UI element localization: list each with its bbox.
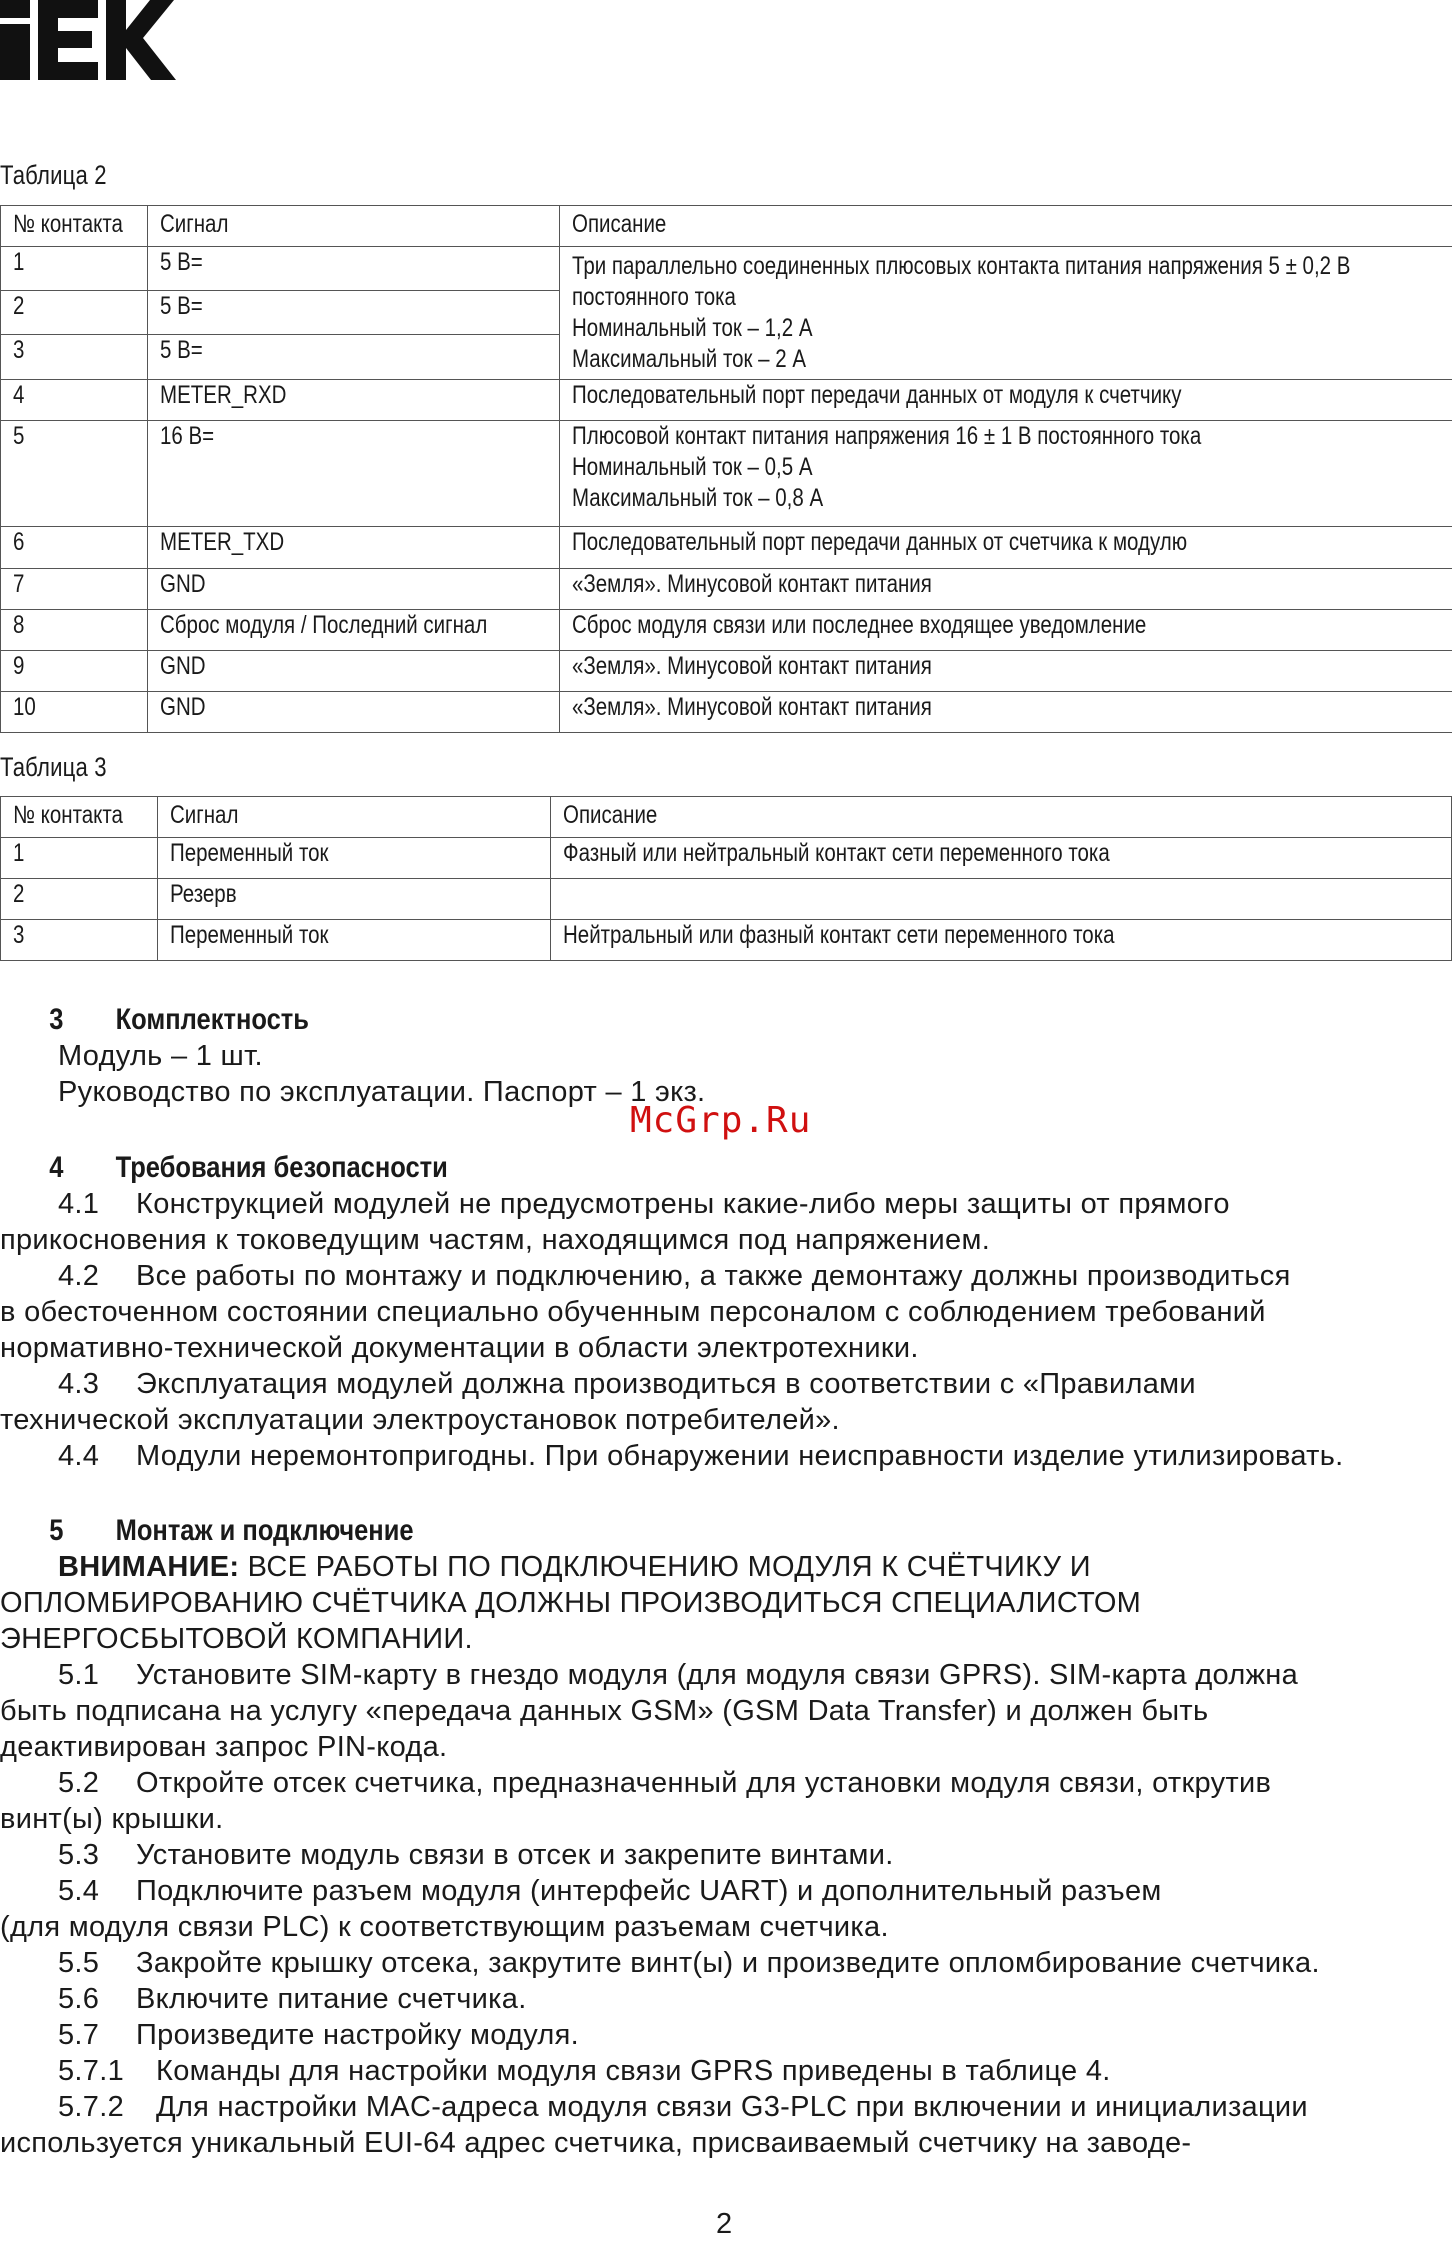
paragraph-continuation: в обесточенном состоянии специально обученным персоналом с соблюдением требований: [0, 1296, 1266, 1328]
paragraph-number: 5.7.1: [58, 2055, 124, 2087]
signal-cell: 5 В=: [160, 336, 203, 364]
warning-text: ЭНЕРГОСБЫТОВОЙ КОМПАНИИ.: [0, 1623, 473, 1655]
pin-cell: 4: [13, 381, 25, 409]
paragraph-number: 5.7: [58, 2019, 100, 2051]
pin-cell: 5: [13, 422, 25, 450]
numbered-paragraph: [0, 1981, 1452, 2017]
paragraph-text: Эксплуатация модулей должна производиться в соответствии с «Правилами: [136, 1368, 1196, 1400]
pin-cell: 10: [13, 693, 36, 721]
section-3: [0, 1002, 1452, 1110]
paragraph-text: Для настройки MAC-адреса модуля связи G3-PLC при включении и инициализации: [156, 2091, 1308, 2123]
description-cell: Сброс модуля связи или последнее входящее уведомление: [572, 611, 1147, 639]
description-cell: Фазный или нейтральный контакт сети переменного тока: [563, 839, 1110, 867]
signal-cell: GND: [160, 570, 206, 598]
paragraph-text: Модули неремонтопригодны. При обнаружении неисправности изделие утилизировать.: [136, 1440, 1344, 1472]
pin-cell: 7: [13, 570, 25, 598]
signal-cell: 5 В=: [160, 248, 203, 276]
page-number: 2: [716, 2208, 733, 2240]
signal-cell: Переменный ток: [170, 921, 329, 949]
pin-cell: 6: [13, 528, 25, 556]
table-header-row: [1, 797, 1452, 838]
paragraph-continuation: прикосновения к токоведущим частям, находящимся под напряжением.: [0, 1224, 991, 1256]
section-title: 4 Требования безопасности: [49, 1151, 448, 1184]
numbered-paragraph: [0, 2017, 1452, 2053]
numbered-paragraph: [0, 1258, 1452, 1294]
paragraph-number: 4.1: [58, 1188, 100, 1220]
kit-item: Модуль – 1 шт.: [58, 1040, 263, 1072]
header-description: Описание: [572, 210, 667, 238]
section-title: 5 Монтаж и подключение: [49, 1514, 414, 1547]
description-cell: Последовательный порт передачи данных от модуля к счетчику: [572, 381, 1182, 409]
paragraph-number: 5.6: [58, 1983, 100, 2015]
warning-text: ВНИМАНИЕ: ВСЕ РАБОТЫ ПО ПОДКЛЮЧЕНИЮ МОДУЛЯ К СЧЁТЧИКУ И: [58, 1551, 1091, 1583]
paragraph-continuation: нормативно-технической документации в области электротехники.: [0, 1332, 919, 1364]
description-cell: «Земля». Минусовой контакт питания: [572, 693, 933, 721]
description-cell: «Земля». Минусовой контакт питания: [572, 652, 933, 680]
pin-cell: 2: [13, 880, 25, 908]
paragraph-number: 5.5: [58, 1947, 100, 1979]
paragraph-continuation: технической эксплуатации электроустановок потребителей».: [0, 1404, 840, 1436]
section-title: 3 Комплектность: [49, 1003, 309, 1036]
signal-cell: Резерв: [170, 880, 237, 908]
pin-cell: 1: [13, 839, 25, 867]
paragraph-number: 4.2: [58, 1260, 100, 1292]
table-row: [1, 421, 1452, 527]
paragraph-continuation: винт(ы) крышки.: [0, 1803, 224, 1835]
table2-caption: Таблица 2: [0, 160, 107, 190]
header-signal: Сигнал: [170, 801, 239, 829]
pin-cell: 2: [13, 292, 25, 320]
signal-cell: 16 В=: [160, 422, 215, 450]
table3-caption: Таблица 3: [0, 752, 107, 782]
numbered-paragraph: [0, 1837, 1452, 1873]
numbered-paragraph: [0, 1945, 1452, 1981]
table-row: [1, 247, 1452, 291]
table-row: [1, 380, 1452, 421]
table3: [0, 796, 1452, 961]
table-row: [1, 838, 1452, 879]
numbered-paragraph: [0, 1186, 1452, 1222]
warning-text: ОПЛОМБИРОВАНИЮ СЧЁТЧИКА ДОЛЖНЫ ПРОИЗВОДИТЬСЯ СПЕЦИАЛИСТОМ: [0, 1587, 1142, 1619]
pin-cell: 3: [13, 921, 25, 949]
numbered-paragraph: [0, 1873, 1452, 1909]
header-description: Описание: [563, 801, 658, 829]
description-cell: Плюсовой контакт питания напряжения 16 ± 1 В постоянного тока Номинальный ток – 0,5 А Максимальный ток – 0,8 А: [560, 421, 1452, 527]
signal-cell: METER_TXD: [160, 528, 285, 556]
paragraph-text: Команды для настройки модуля связи GPRS приведены в таблице 4.: [156, 2055, 1111, 2087]
paragraph-number: 4.3: [58, 1368, 100, 1400]
paragraph-number: 5.2: [58, 1767, 100, 1799]
iek-logo: [0, 0, 176, 80]
numbered-paragraph: [0, 1366, 1452, 1402]
description-cell: Нейтральный или фазный контакт сети переменного тока: [563, 921, 1115, 949]
paragraph-continuation: используется уникальный EUI-64 адрес счетчика, присваиваемый счетчику на заводе-: [0, 2127, 1192, 2159]
pin-cell: 3: [13, 336, 25, 364]
paragraph-number: 5.4: [58, 1875, 100, 1907]
paragraph-number: 5.3: [58, 1839, 100, 1871]
paragraph-number: 4.4: [58, 1440, 100, 1472]
watermark: McGrp.Ru: [630, 1100, 812, 1141]
header-pin: № контакта: [13, 210, 123, 238]
table-row: [1, 651, 1452, 692]
header-pin: № контакта: [13, 801, 123, 829]
table-row: [1, 920, 1452, 961]
paragraph-continuation: (для модуля связи PLC) к соответствующим разъемам счетчика.: [0, 1911, 889, 1943]
description-cell: Последовательный порт передачи данных от счетчика к модулю: [572, 528, 1188, 556]
paragraph-text: Подключите разъем модуля (интерфейс UART) и дополнительный разъем: [136, 1875, 1162, 1907]
numbered-paragraph: [0, 1657, 1452, 1693]
signal-cell: METER_RXD: [160, 381, 287, 409]
paragraph-text: Все работы по монтажу и подключению, а также демонтажу должны производиться: [136, 1260, 1291, 1292]
section-5: [0, 1513, 1452, 2161]
section-4: [0, 1150, 1452, 1474]
kit-item: Руководство по эксплуатации. Паспорт – 1 экз.: [58, 1076, 706, 1108]
paragraph-text: Включите питание счетчика.: [136, 1983, 527, 2015]
paragraph-text: Откройте отсек счетчика, предназначенный для установки модуля связи, открутив: [136, 1767, 1272, 1799]
signal-cell: GND: [160, 652, 206, 680]
table-row: [1, 692, 1452, 733]
description-cell: «Земля». Минусовой контакт питания: [572, 570, 933, 598]
table-row: [1, 569, 1452, 610]
table-header-row: [1, 206, 1452, 247]
pin-cell: 8: [13, 611, 25, 639]
merged-description-cell: Три параллельно соединенных плюсовых контакта питания напряжения 5 ± 0,2 В постоянного тока Номинальный ток – 1,2 А Максимальный ток – 2 А: [560, 247, 1452, 380]
paragraph-continuation: быть подписана на услугу «передача данных GSM» (GSM Data Transfer) и должен быть: [0, 1695, 1209, 1727]
numbered-paragraph: [0, 2089, 1452, 2125]
paragraph-continuation: деактивирован запрос PIN-кода.: [0, 1731, 448, 1763]
table-row: [1, 527, 1452, 569]
paragraph-text: Установите SIM-карту в гнездо модуля (для модуля связи GPRS). SIM-карта должна: [136, 1659, 1299, 1691]
pin-cell: 9: [13, 652, 25, 680]
header-signal: Сигнал: [160, 210, 229, 238]
paragraph-number: 5.7.2: [58, 2091, 124, 2123]
paragraph-text: Произведите настройку модуля.: [136, 2019, 579, 2051]
signal-cell: Сброс модуля / Последний сигнал: [160, 611, 488, 639]
numbered-paragraph: [0, 2053, 1452, 2089]
paragraph-text: Конструкцией модулей не предусмотрены какие-либо меры защиты от прямого: [136, 1188, 1230, 1220]
signal-cell: GND: [160, 693, 206, 721]
table2: [0, 205, 1452, 733]
signal-cell: Переменный ток: [170, 839, 329, 867]
paragraph-text: Установите модуль связи в отсек и закрепите винтами.: [136, 1839, 894, 1871]
paragraph-number: 5.1: [58, 1659, 100, 1691]
numbered-paragraph: [0, 1438, 1452, 1474]
table-row: [1, 610, 1452, 651]
paragraph-text: Закройте крышку отсека, закрутите винт(ы) и произведите опломбирование счетчика.: [136, 1947, 1320, 1979]
numbered-paragraph: [0, 1765, 1452, 1801]
pin-cell: 1: [13, 248, 25, 276]
table-row: [1, 879, 1452, 920]
signal-cell: 5 В=: [160, 292, 203, 320]
